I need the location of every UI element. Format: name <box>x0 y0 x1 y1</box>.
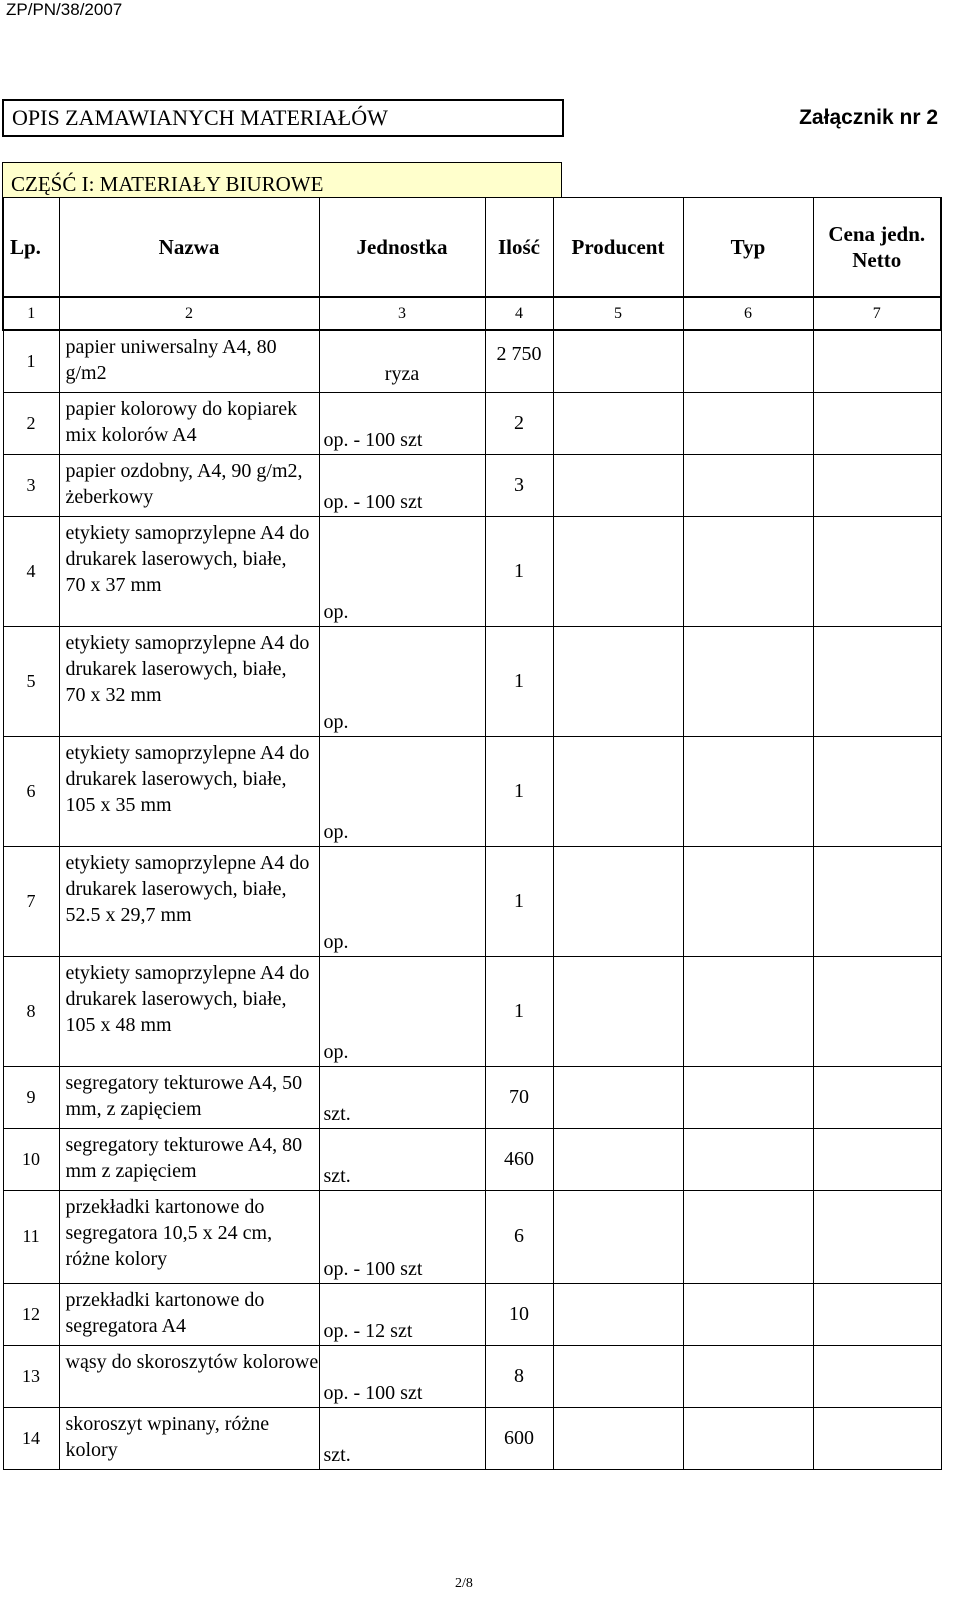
row-name-text: etykiety samoprzylepne A4 do drukarek laserowych, białe, 52.5 x 29,7 mm <box>65 851 310 926</box>
row-lp: 7 <box>3 846 59 956</box>
row-unit-price <box>813 1066 941 1128</box>
row-name <box>59 1066 319 1128</box>
row-producer <box>553 1128 683 1190</box>
row-unit-text: ryza <box>384 362 420 385</box>
header-lp: Lp. <box>3 198 59 298</box>
row-name <box>59 846 319 956</box>
row-lp: 10 <box>3 1128 59 1190</box>
row-unit-price <box>813 330 941 392</box>
row-unit-text: op. - 100 szt <box>323 428 423 451</box>
table-row <box>3 330 941 392</box>
row-type <box>683 736 813 846</box>
row-lp: 1 <box>3 330 59 392</box>
row-unit-text: op. - 100 szt <box>323 1257 423 1280</box>
row-unit <box>319 846 485 956</box>
row-name-text: przekładki kartonowe do segregatora 10,5 x 24 cm, różne kolory <box>65 1195 273 1270</box>
table-row <box>3 392 941 454</box>
row-unit-price <box>813 736 941 846</box>
row-name <box>59 392 319 454</box>
row-unit <box>319 330 485 392</box>
row-quantity: 600 <box>485 1407 553 1469</box>
column-number: 3 <box>319 297 485 330</box>
row-producer <box>553 1190 683 1283</box>
row-unit <box>319 736 485 846</box>
header-row <box>3 198 941 298</box>
row-type <box>683 1066 813 1128</box>
row-unit-text: szt. <box>323 1443 351 1466</box>
row-name-text: etykiety samoprzylepne A4 do drukarek laserowych, białe, 70 x 37 mm <box>65 521 310 596</box>
row-unit-text: op. - 100 szt <box>323 490 423 513</box>
row-lp: 5 <box>3 626 59 736</box>
document-title: OPIS ZAMAWIANYCH MATERIAŁÓW <box>2 99 564 137</box>
table-row <box>3 1283 941 1345</box>
row-quantity: 1 <box>485 626 553 736</box>
row-unit <box>319 956 485 1066</box>
row-name <box>59 516 319 626</box>
row-unit-text: op. <box>323 930 349 953</box>
row-name-text: etykiety samoprzylepne A4 do drukarek laserowych, białe, 105 x 48 mm <box>65 961 310 1036</box>
row-lp: 2 <box>3 392 59 454</box>
table-row <box>3 1345 941 1407</box>
row-unit <box>319 626 485 736</box>
table-row <box>3 1190 941 1283</box>
row-producer <box>553 330 683 392</box>
row-unit-price <box>813 1128 941 1190</box>
row-lp: 8 <box>3 956 59 1066</box>
row-producer <box>553 956 683 1066</box>
row-lp: 6 <box>3 736 59 846</box>
row-unit-price <box>813 392 941 454</box>
row-unit <box>319 392 485 454</box>
row-name-text: skoroszyt wpinany, różne kolory <box>65 1412 270 1461</box>
row-producer <box>553 626 683 736</box>
header-unit: Jednostka <box>319 198 485 298</box>
row-producer <box>553 454 683 516</box>
row-unit-text: szt. <box>323 1164 351 1187</box>
row-producer <box>553 1283 683 1345</box>
row-producer <box>553 392 683 454</box>
table-row <box>3 1066 941 1128</box>
table-row <box>3 626 941 736</box>
row-name <box>59 1190 319 1283</box>
row-quantity: 1 <box>485 736 553 846</box>
row-unit-text: op. - 12 szt <box>323 1319 413 1342</box>
row-lp: 9 <box>3 1066 59 1128</box>
row-type <box>683 956 813 1066</box>
column-number: 7 <box>813 297 941 330</box>
document-reference: ZP/PN/38/2007 <box>6 0 123 19</box>
row-name <box>59 626 319 736</box>
row-unit-text: op. <box>323 710 349 733</box>
table-row <box>3 454 941 516</box>
row-unit <box>319 1066 485 1128</box>
row-unit <box>319 454 485 516</box>
column-number: 6 <box>683 297 813 330</box>
row-name <box>59 1407 319 1469</box>
row-unit-price <box>813 454 941 516</box>
column-number: 2 <box>59 297 319 330</box>
row-quantity: 1 <box>485 516 553 626</box>
header-quantity: Ilość <box>485 198 553 298</box>
row-name-text: papier uniwersalny A4, 80 g/m2 <box>65 336 277 384</box>
table-row <box>3 516 941 626</box>
materials-table <box>2 197 942 1470</box>
row-type <box>683 1190 813 1283</box>
row-name-text: przekładki kartonowe do segregatora A4 <box>65 1288 265 1337</box>
row-quantity: 1 <box>485 846 553 956</box>
row-unit-price <box>813 1345 941 1407</box>
row-lp: 13 <box>3 1345 59 1407</box>
row-producer <box>553 1407 683 1469</box>
header-name: Nazwa <box>59 198 319 298</box>
row-lp: 3 <box>3 454 59 516</box>
part-heading: CZĘŚĆ I: MATERIAŁY BIUROWE <box>2 162 562 197</box>
table-row <box>3 846 941 956</box>
row-unit-price <box>813 516 941 626</box>
row-quantity: 8 <box>485 1345 553 1407</box>
row-lp: 14 <box>3 1407 59 1469</box>
row-quantity: 1 <box>485 956 553 1066</box>
row-type <box>683 1128 813 1190</box>
row-unit <box>319 516 485 626</box>
row-unit <box>319 1128 485 1190</box>
row-type <box>683 846 813 956</box>
row-quantity: 2 750 <box>485 330 553 392</box>
row-type <box>683 1283 813 1345</box>
row-name-text: papier kolorowy do kopiarek mix kolorów A4 <box>65 397 298 446</box>
table-row <box>3 956 941 1066</box>
row-unit-text: op. <box>323 600 349 623</box>
header-producer: Producent <box>553 198 683 298</box>
row-name-text: segregatory tekturowe A4, 50 mm, z zapięciem <box>65 1071 303 1120</box>
row-name <box>59 956 319 1066</box>
table-row <box>3 1407 941 1469</box>
row-producer <box>553 1345 683 1407</box>
table-row <box>3 736 941 846</box>
row-name <box>59 1345 319 1407</box>
column-number-row <box>3 297 941 330</box>
row-quantity: 3 <box>485 454 553 516</box>
row-name-text: etykiety samoprzylepne A4 do drukarek laserowych, białe, 70 x 32 mm <box>65 631 310 706</box>
row-producer <box>553 846 683 956</box>
row-lp: 12 <box>3 1283 59 1345</box>
row-quantity: 70 <box>485 1066 553 1128</box>
header-unit-price: Cena jedn. Netto <box>813 198 941 298</box>
row-name-text: etykiety samoprzylepne A4 do drukarek laserowych, białe, 105 x 35 mm <box>65 741 310 816</box>
column-number: 4 <box>485 297 553 330</box>
row-unit-price <box>813 956 941 1066</box>
column-number: 1 <box>3 297 59 330</box>
row-unit-price <box>813 626 941 736</box>
row-unit-price <box>813 1190 941 1283</box>
row-lp: 4 <box>3 516 59 626</box>
row-producer <box>553 516 683 626</box>
row-unit-text: szt. <box>323 1102 351 1125</box>
row-quantity: 460 <box>485 1128 553 1190</box>
row-type <box>683 1407 813 1469</box>
row-name-text: wąsy do skoroszytów kolorowe <box>65 1350 319 1373</box>
row-unit <box>319 1190 485 1283</box>
row-unit-price <box>813 1283 941 1345</box>
page-number: 2/8 <box>455 1576 473 1591</box>
row-name-text: papier ozdobny, A4, 90 g/m2, żeberkowy <box>65 459 303 508</box>
row-name <box>59 1128 319 1190</box>
row-name <box>59 736 319 846</box>
row-unit-price <box>813 1407 941 1469</box>
row-quantity: 6 <box>485 1190 553 1283</box>
row-quantity: 10 <box>485 1283 553 1345</box>
column-number: 5 <box>553 297 683 330</box>
attachment-label: Załącznik nr 2 <box>799 106 938 129</box>
row-name <box>59 454 319 516</box>
row-type <box>683 454 813 516</box>
row-unit <box>319 1283 485 1345</box>
row-type <box>683 516 813 626</box>
row-type <box>683 1345 813 1407</box>
row-unit <box>319 1345 485 1407</box>
header-type: Typ <box>683 198 813 298</box>
row-unit-text: op. <box>323 1040 349 1063</box>
row-type <box>683 392 813 454</box>
row-producer <box>553 736 683 846</box>
row-unit-text: op. <box>323 820 349 843</box>
row-lp: 11 <box>3 1190 59 1283</box>
row-producer <box>553 1066 683 1128</box>
row-unit-price <box>813 846 941 956</box>
table-row <box>3 1128 941 1190</box>
row-type <box>683 626 813 736</box>
row-name <box>59 1283 319 1345</box>
row-name-text: segregatory tekturowe A4, 80 mm z zapięciem <box>65 1133 303 1182</box>
row-type <box>683 330 813 392</box>
row-unit-text: op. - 100 szt <box>323 1381 423 1404</box>
row-quantity: 2 <box>485 392 553 454</box>
row-unit <box>319 1407 485 1469</box>
row-name <box>59 330 319 392</box>
